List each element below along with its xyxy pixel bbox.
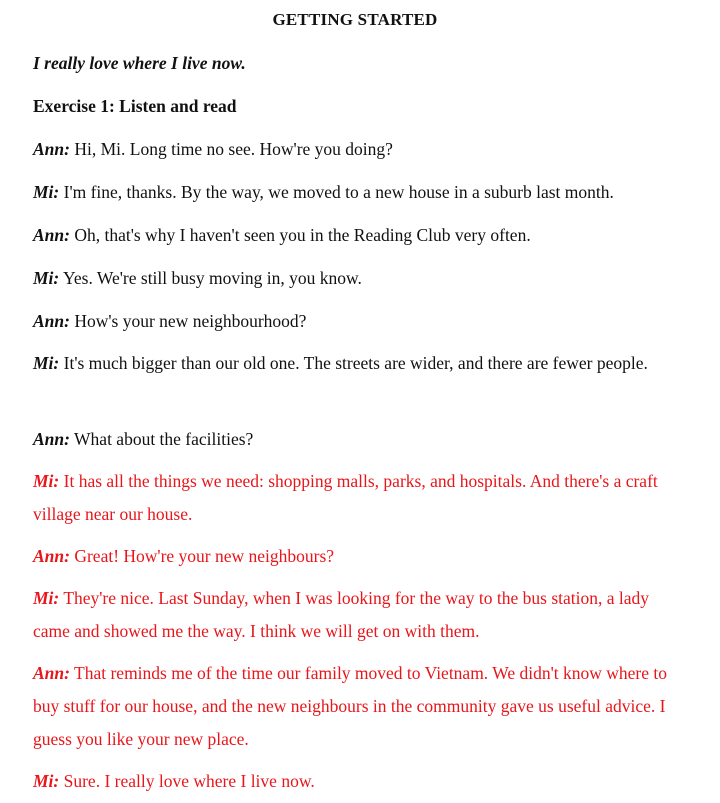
- dialogue-line: [33, 423, 683, 456]
- exercise-heading: Exercise 1: Listen and read: [33, 96, 237, 116]
- dialogue-text: What about the facilities?: [74, 429, 254, 449]
- speaker-name: Mi:: [33, 353, 60, 373]
- speaker-name: Ann:: [33, 139, 70, 159]
- dialogue-line: [33, 219, 683, 252]
- dialogue-text: How's your new neighbourhood?: [74, 311, 307, 331]
- dialogue-text: It has all the things we need: shopping malls, parks, and hospitals. And there's a craft village near our house.: [33, 471, 658, 524]
- dialogue-text: I'm fine, thanks. By the way, we moved to a new house in a suburb last month.: [63, 182, 614, 202]
- dialogue-line-highlighted: [33, 540, 683, 573]
- speaker-name: Ann:: [33, 663, 70, 683]
- speaker-name: Mi:: [33, 182, 60, 202]
- lesson-subtitle: I really love where I live now.: [33, 53, 246, 73]
- dialogue-line: [33, 262, 683, 295]
- speaker-name: Ann:: [33, 546, 70, 566]
- dialogue-line-highlighted: [33, 582, 683, 648]
- speaker-name: Ann:: [33, 225, 70, 245]
- dialogue-line-highlighted: [33, 765, 683, 798]
- dialogue-line: [33, 133, 683, 166]
- dialogue-line-highlighted: [33, 465, 683, 531]
- dialogue-line: [33, 305, 683, 338]
- dialogue-line-highlighted: [33, 657, 683, 756]
- dialogue-text: Sure. I really love where I live now.: [63, 771, 315, 791]
- speaker-name: Mi:: [33, 471, 60, 491]
- speaker-name: Ann:: [33, 311, 70, 331]
- dialogue-text: That reminds me of the time our family moved to Vietnam. We didn't know where to buy stuff for our house, and the new neighbours in the community gave us useful advice. I guess you like your new place.: [33, 663, 668, 749]
- dialogue-line: [33, 176, 683, 209]
- speaker-name: Mi:: [33, 268, 60, 288]
- dialogue-text: It's much bigger than our old one. The streets are wider, and there are fewer people.: [63, 353, 648, 373]
- dialogue-line: [33, 347, 683, 380]
- speaker-name: Mi:: [33, 771, 60, 791]
- page-title: GETTING STARTED: [272, 10, 438, 29]
- dialogue-text: Yes. We're still busy moving in, you know.: [62, 268, 362, 288]
- dialogue-text: Hi, Mi. Long time no see. How're you doing?: [74, 139, 393, 159]
- dialogue-text: They're nice. Last Sunday, when I was looking for the way to the bus station, a lady came and showed me the way. I think we will get on with them.: [33, 588, 650, 641]
- speaker-name: Mi:: [33, 588, 60, 608]
- dialogue-text: Oh, that's why I haven't seen you in the Reading Club very often.: [74, 225, 531, 245]
- dialogue-text: Great! How're your new neighbours?: [74, 546, 335, 566]
- speaker-name: Ann:: [33, 429, 70, 449]
